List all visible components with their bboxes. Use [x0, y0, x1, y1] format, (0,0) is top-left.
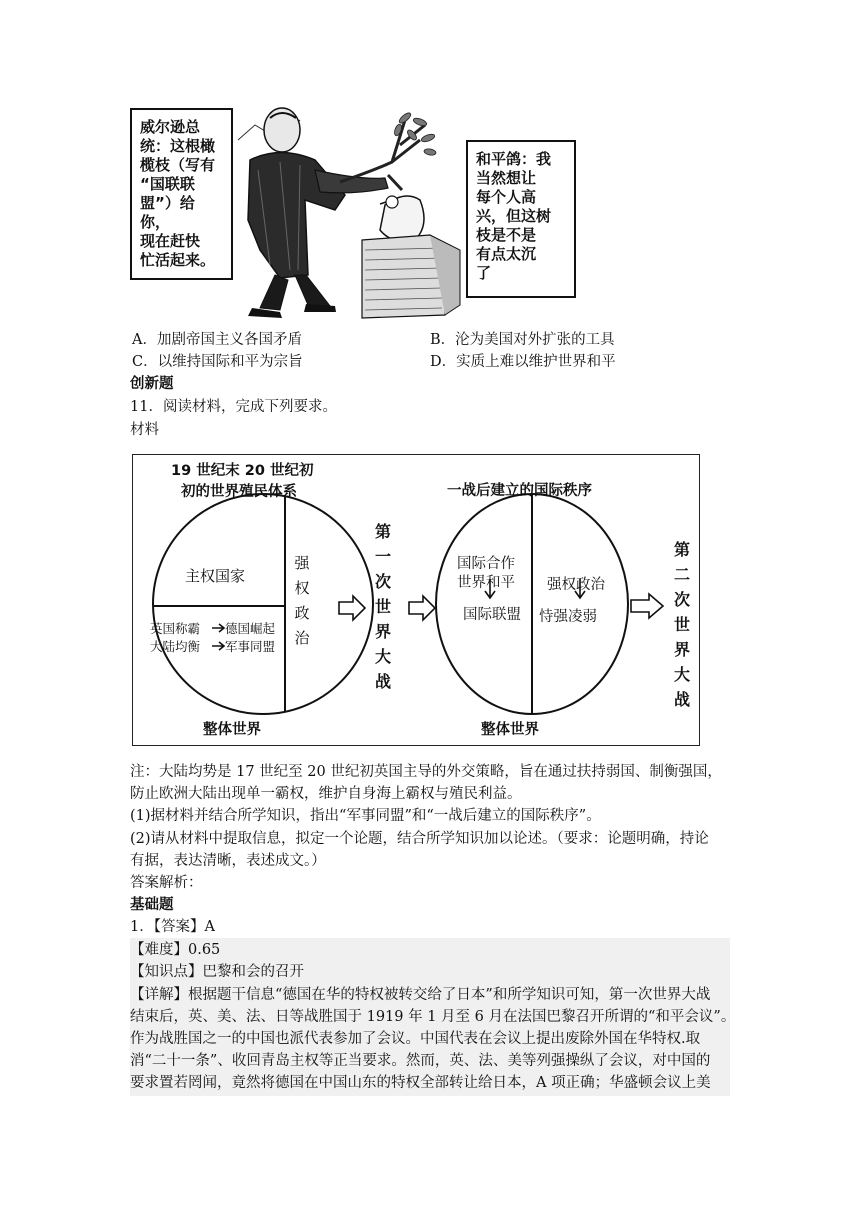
question-11: 11．阅读材料，完成下列要求。 [130, 399, 337, 415]
requirement-1: (1)据材料并结合所学知识，指出“军事同盟”和“一战后建立的国际秩序”。 [130, 808, 601, 824]
ww2-label: 第 二 次 世 界 大 战 [673, 540, 690, 709]
answer-analysis-label: 答案解析： [130, 875, 203, 891]
intl-cooperation: 国际合作 [457, 556, 515, 572]
note-line1: 注：大陆均势是 17 世纪至 20 世纪初英国主导的外交策略，旨在通过扶持弱国、制衡强国， [130, 764, 722, 780]
option-c: C．以维持国际和平为宗旨 [132, 354, 303, 370]
world-order-diagram [132, 454, 700, 746]
requirement-2-line1: (2)请从材料中提取信息，拟定一个论题，结合所学知识加以论述。（要求：论题明确，持论 [130, 831, 709, 847]
requirement-2-line2: 有据，表达清晰，表述成文。） [130, 853, 326, 869]
knowledge-point: 【知识点】巴黎和会的召开 [130, 964, 304, 980]
germany-rise: 德国崛起 [225, 621, 276, 636]
left-title-line2: 初的世界殖民体系 [181, 484, 297, 500]
option-a: A．加剧帝国主义各国矛盾 [132, 332, 302, 348]
option-d: D．实质上难以维护世界和平 [430, 354, 616, 370]
section-innovation: 创新题 [130, 375, 174, 392]
detail-line2: 结束后，英、美、法、日等战胜国于 1919 年 1 月至 6 月在法国巴黎召开所谓的“和平会议”。 [130, 1009, 736, 1025]
sovereign-states: 主权国家 [185, 567, 246, 585]
power-politics-right: 强权政治 [547, 577, 605, 593]
left-whole-world: 整体世界 [203, 722, 261, 738]
right-whole-world: 整体世界 [481, 722, 539, 738]
military-alliance: 军事同盟 [225, 639, 276, 654]
right-title: 一战后建立的国际秩序 [447, 483, 592, 499]
section-basic: 基础题 [130, 896, 174, 913]
difficulty: 【难度】0.65 [130, 942, 221, 958]
detail-line5: 要求置若罔闻，竟然将德国在中国山东的特权全部转让给日本，A 项正确；华盛顿会议上美 [130, 1075, 711, 1091]
dove-speech-bubble: 和平鸽：我 当然想让 每个人高 兴，但这树 枝是不是 有点太沉 了 [466, 140, 576, 298]
answer-1: 1．【答案】A [130, 919, 215, 935]
detail-line4: 消“二十一条”、收回青岛主权等正当要求。然而，英、法、美等列强操纵了会议，对中国的 [130, 1053, 711, 1069]
political-cartoon [130, 100, 585, 322]
ww1-label: 第 一 次 世 界 大 战 [374, 522, 391, 691]
detail-line1: 【详解】根据题干信息“德国在华的特权被转交给了日本”和所学知识可知，第一次世界大战 [130, 987, 711, 1003]
world-peace: 世界和平 [457, 575, 515, 591]
league-of-nations: 国际联盟 [463, 607, 521, 623]
note-line2: 防止欧洲大陆出现单一霸权，维护自身海上霸权与殖民利益。 [130, 786, 522, 802]
wilson-speech-bubble: 威尔逊总 统：这根橄 榄枝（写有 “国联联 盟”）给你， 现在赶快 忙活起来。 [130, 108, 233, 280]
bully-the-weak: 恃强凌弱 [539, 609, 597, 625]
detail-line3: 作为战胜国之一的中国也派代表参加了会议。中国代表在会议上提出废除外国在华特权.取 [130, 1031, 701, 1047]
option-b: B．沦为美国对外扩张的工具 [430, 332, 615, 348]
continental-balance: 大陆均衡 [150, 639, 201, 654]
left-title-line1: 19 世纪末 20 世纪初 [171, 463, 314, 479]
britain-hegemony: 英国称霸 [150, 621, 201, 636]
material-label: 材料 [130, 422, 159, 438]
power-politics-left: 强 权 政 治 [294, 554, 310, 647]
